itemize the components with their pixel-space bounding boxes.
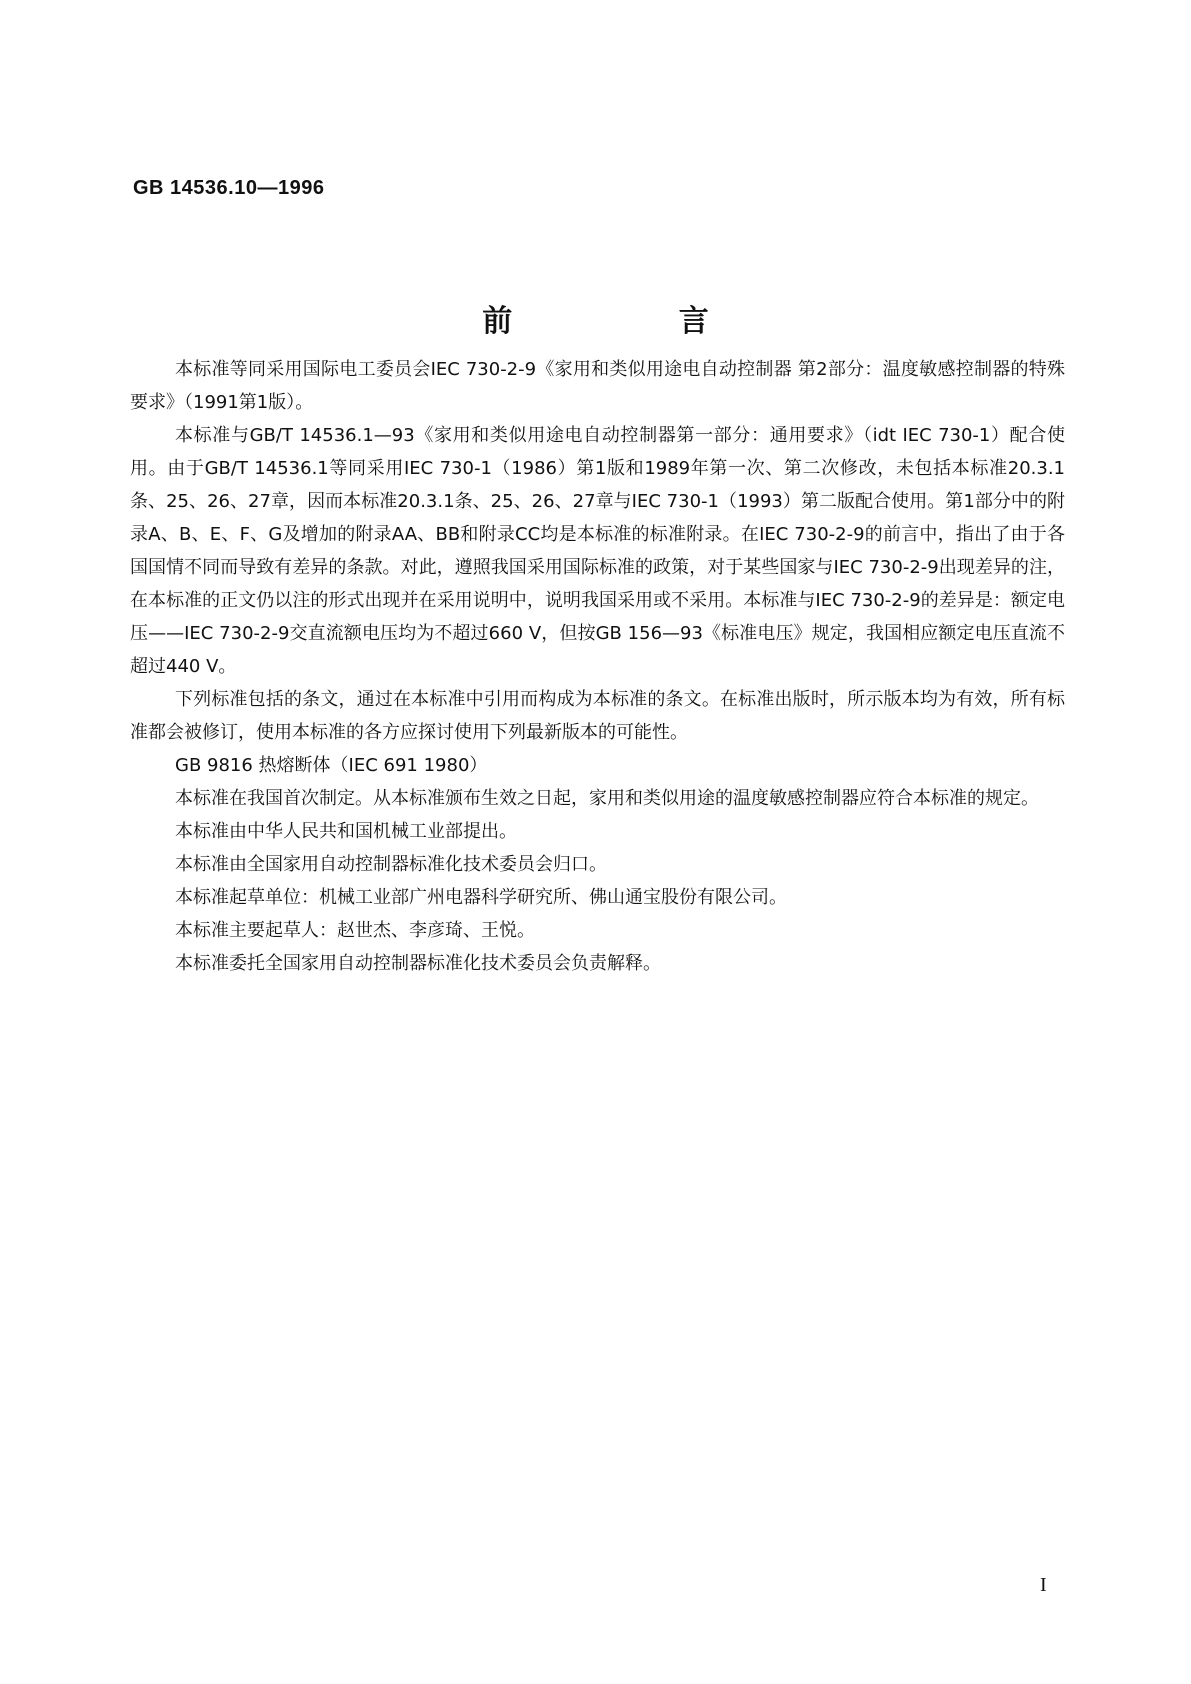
paragraph-drafting-units: 本标准起草单位：机械工业部广州电器科学研究所、佛山通宝股份有限公司。 (175, 887, 787, 908)
paragraph-drafters: 本标准主要起草人：赵世杰、李彦琦、王悦。 (175, 920, 535, 941)
paragraph-proposed-by: 本标准由中华人民共和国机械工业部提出。 (175, 821, 517, 842)
paragraph-adoption: 本标准等同采用国际电工委员会IEC 730-2-9《家用和类似用途电自动控制器 第2部分：温度敏感控制器的特殊要求》（1991第1版）。 (130, 359, 1065, 413)
paragraph-usage: 本标准与GB/T 14536.1—93《家用和类似用途电自动控制器第一部分：通用要求》（idt IEC 730-1）配合使用。由于GB/T 14536.1等同采用IEC 730-1（1986）第1版和1989年第一次、第二次修改，未包括本标准20.3.1条、25、26、27章，因而本标准20.3.1条、25、26、27章与IEC 730-1（1993）第二版配合使用。第1部分中的附录A、B、E、F、G及增加的附录AA、BB和附录CC均是本标准的标准附录。在IEC 730-2-9的前言中，指出了由于各国国情不同而导致有差异的条款。对此，遵照我国采用国际标准的政策，对于某些国家与IEC 730-2-9出现差异的注，在本标准的正文仍以注的形式出现并在采用说明中，说明我国采用或不采用。本标准与IEC 730-2-9的差异是：额定电压——IEC 730-2-9交直流额电压均为不超过660 V，但按GB 156—93《标准电压》规定，我国相应额定电压直流不超过440 V。 (130, 425, 1065, 677)
paragraph-interpretation: 本标准委托全国家用自动控制器标准化技术委员会负责解释。 (175, 953, 661, 974)
paragraph-normative-references: 下列标准包括的条文，通过在本标准中引用而构成为本标准的条文。在标准出版时，所示版本均为有效，所有标准都会被修订，使用本标准的各方应探讨使用下列最新版本的可能性。 (130, 689, 1065, 743)
foreword-body (130, 353, 1065, 980)
paragraph-reference-entry: GB 9816 热熔断体（IEC 691 1980） (175, 755, 488, 776)
page-number: I (1040, 1574, 1047, 1596)
paragraph-first-issue: 本标准在我国首次制定。从本标准颁布生效之日起，家用和类似用途的温度敏感控制器应符合本标准的规定。 (175, 788, 1039, 809)
document-number: GB 14536.10—1996 (133, 177, 325, 199)
page-title: 前 言 (482, 304, 787, 339)
paragraph-centralized-by: 本标准由全国家用自动控制器标准化技术委员会归口。 (175, 854, 607, 875)
